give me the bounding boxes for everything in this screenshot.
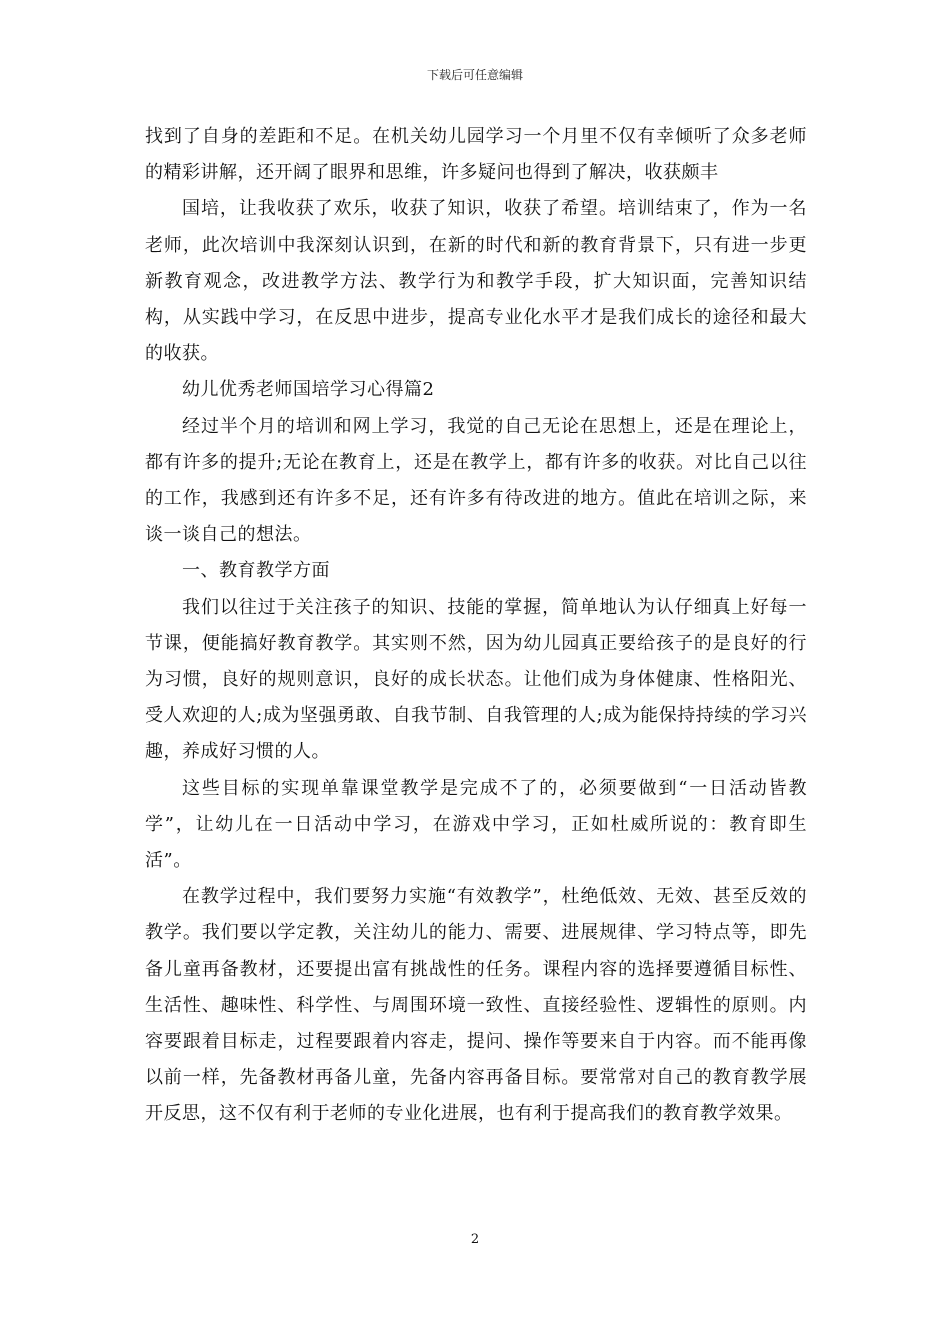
paragraph-guopei-summary: 国培，让我收获了欢乐，收获了知识，收获了希望。培训结束了，作为一名老师，此次培训中我深刻认识到，在新的时代和新的教育背景下，只有进一步更新教育观念，改进教学方法、教学行为和教学手段，扩大知识面，完善知识结构，从实践中学习，在反思中进步，提高专业化水平才是我们成长的途径和最大的收获。 (145, 198, 807, 365)
paragraph-effective-teaching: 在教学过程中，我们要努力实施“有效教学”，杜绝低效、无效、甚至反效的教学。我们要以学定教，关注幼儿的能力、需要、进展规律、学习特点等，即先备儿童再备教材，还要提出富有挑战性的任务。课程内容的选择要遵循目标性、生活性、趣味性、科学性、与周围环境一致性、直接经验性、逻辑性的原则。内容要跟着目标走，过程要跟着内容走，提问、操作等要来自于内容。而不能再像以前一样，先备教材再备儿童，先备内容再备目标。要常常对自己的教育教学展开反思，这不仅有利于老师的专业化进展，也有利于提高我们的教育教学效果。 (145, 886, 807, 1125)
paragraph-past-focus: 我们以往过于关注孩子的知识、技能的掌握，简单地认为认仔细真上好每一节课，便能搞好教育教学。其实则不然，因为幼儿园真正要给孩子的是良好的行为习惯，良好的规则意识，良好的成长状态。让他们成为身体健康、性格阳光、受人欢迎的人;成为坚强勇敢、自我节制、自我管理的人;成为能保持持续的学习兴趣，养成好习惯的人。 (145, 596, 807, 763)
document-body (145, 119, 807, 1133)
page-number: 2 (470, 1232, 480, 1247)
paragraph-intro-continuation: 找到了自身的差距和不足。在机关幼儿园学习一个月里不仅有幸倾听了众多老师的精彩讲解，还开阔了眼界和思维，许多疑问也得到了解决，收获颇丰 (145, 126, 807, 184)
subheading-teaching: 一、教育教学方面 (182, 560, 330, 582)
section-title: 幼儿优秀老师国培学习心得篇2 (182, 379, 435, 401)
paragraph-opening: 经过半个月的培训和网上学习，我觉的自己无论在思想上，还是在理论上，都有许多的提升;无论在教育上，还是在教学上，都有许多的收获。对比自己以往的工作，我感到还有许多不足，还有许多有待改进的地方。值此在培训之际，来谈一谈自己的想法。 (145, 415, 807, 546)
paragraph-daily-activity: 这些目标的实现单靠课堂教学是完成不了的，必须要做到“一日活动皆教学”，让幼儿在一日活动中学习，在游戏中学习，正如杜威所说的：教育即生活”。 (145, 777, 807, 872)
page-header: 下载后可任意编辑 (426, 68, 523, 82)
